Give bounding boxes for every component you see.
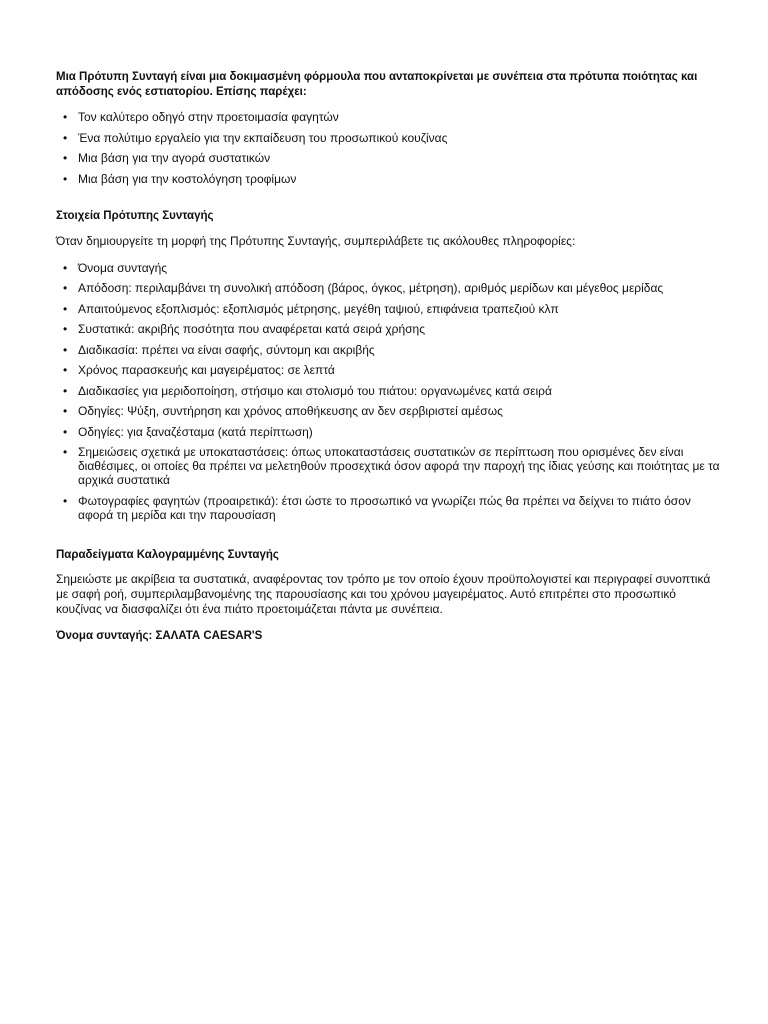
- bullet-icon: •: [63, 342, 68, 357]
- bullet-icon: •: [63, 110, 68, 124]
- list-item: [56, 322, 722, 336]
- bullet-icon: •: [63, 404, 68, 418]
- list-item: [56, 404, 722, 418]
- list-item: [56, 151, 722, 165]
- list-item-text: Οδηγίες: Ψύξη, συντήρηση και χρόνος αποθήκευσης αν δεν σερβιριστεί αμέσως: [78, 404, 503, 418]
- list-item: [56, 110, 722, 124]
- intro-paragraph: Μια Πρότυπη Συνταγή είναι μια δοκιμασμένη φόρμουλα που ανταποκρίνεται με συνέπεια στα πρότυπα ποιότητας και απόδοσης ενός εστιατορίου. Επίσης παρέχει:: [56, 71, 698, 98]
- list-item-text: Συστατικά: ακριβής ποσότητα που αναφέρεται κατά σειρά χρήσης: [78, 322, 426, 336]
- list-item-text: Χρόνος παρασκευής και μαγειρέματος: σε λεπτά: [78, 363, 335, 377]
- bullet-icon: •: [63, 130, 68, 145]
- bullet-icon: •: [63, 301, 68, 316]
- list-item-text: Απαιτούμενος εξοπλισμός: εξοπλισμός μέτρησης, μεγέθη ταψιού, επιφάνεια τραπεζιού κλπ: [78, 301, 559, 316]
- list-item-text: Τον καλύτερο οδηγό στην προετοιμασία φαγητών: [78, 110, 339, 124]
- list-item-text: Απόδοση: περιλαμβάνει τη συνολική απόδοση (βάρος, όγκος, μέτρηση), αριθμός μερίδων και μέγεθος μερίδας: [78, 281, 664, 295]
- list-item-text: Σημειώσεις σχετικά με υποκαταστάσεις: όπως υποκαταστάσεις συστατικών σε περίπτωση που ορισμένες δεν είναι διαθέσιμες, οι οποίες θα πρέπει να μελετηθούν προσεχτικά όσον αφορά την παροχή της ίδιας γεύσης και ποιότητας με τα αρχικά συστατικά: [78, 445, 720, 487]
- bullet-icon: •: [63, 281, 68, 295]
- bullet-icon: •: [63, 322, 68, 336]
- list-item: [56, 445, 722, 487]
- bullet-icon: •: [63, 171, 68, 186]
- list-item: [56, 302, 722, 316]
- bullet-icon: •: [63, 363, 68, 377]
- list-item: [56, 343, 722, 357]
- list-item: [56, 261, 722, 275]
- bullet-icon: •: [63, 151, 68, 165]
- list-item-text: Μια βάση για την αγορά συστατικών: [78, 151, 271, 165]
- list-item-text: Διαδικασία: πρέπει να είναι σαφής, σύντομη και ακριβής: [78, 342, 375, 357]
- list-item: [56, 172, 722, 186]
- section-heading-recipe-examples: Παραδείγματα Καλογραμμένης Συνταγής: [56, 548, 279, 561]
- list-item-text: Οδηγίες: για ξαναζέσταμα (κατά περίπτωση): [78, 424, 313, 439]
- bullet-icon: •: [63, 383, 68, 398]
- list-item-text: Ένα πολύτιμο εργαλείο για την εκπαίδευση του προσωπικού κουζίνας: [78, 130, 448, 145]
- list-item: [56, 281, 722, 295]
- document-page: [56, 70, 722, 654]
- section-heading-recipe-elements: Στοιχεία Πρότυπης Συνταγής: [56, 209, 214, 222]
- list-item: [56, 363, 722, 377]
- list-item-text: Όνομα συνταγής: [78, 260, 168, 275]
- list-item: [56, 131, 722, 145]
- recipe-elements-list: [56, 261, 722, 522]
- intro-bullet-list: [56, 110, 722, 186]
- bullet-icon: •: [63, 493, 68, 508]
- bullet-icon: •: [63, 424, 68, 439]
- list-item: [56, 425, 722, 439]
- bullet-icon: •: [63, 445, 68, 459]
- section-paragraph: Σημειώστε με ακρίβεια τα συστατικά, αναφέροντας τον τρόπο με τον οποίο έχουν προϋπολογιστεί και περιγραφεί συνοπτικά με σαφή ροή, συμπεριλαμβανομένης της παρουσίασης και του χρόνου μαγειρέματος. Αυτό επιτρέπει στο προσωπικό κουζίνας να διασφαλίζει ότι ένα πιάτο προετοιμάζεται πάντα με συνέπεια.: [56, 571, 711, 616]
- list-item-text: Μια βάση για την κοστολόγηση τροφίμων: [78, 171, 297, 186]
- recipe-name-label: Όνομα συνταγής: ΣΑΛΑΤΑ CAESAR'S: [56, 629, 263, 642]
- list-item-text: Φωτογραφίες φαγητών (προαιρετικά): έτσι ώστε το προσωπικό να γνωρίζει πώς θα πρέπει να δείχνει το πιάτο όσον αφορά τη μερίδα και την παρουσίαση: [78, 493, 691, 522]
- list-item-text: Διαδικασίες για μεριδοποίηση, στήσιμο και στολισμό του πιάτου: οργανωμένες κατά σειρά: [78, 383, 552, 398]
- section-paragraph: Όταν δημιουργείτε τη μορφή της Πρότυπης Συνταγής, συμπεριλάβετε τις ακόλουθες πληροφορίες:: [56, 233, 576, 248]
- list-item: [56, 384, 722, 398]
- list-item: [56, 494, 722, 522]
- bullet-icon: •: [63, 260, 68, 275]
